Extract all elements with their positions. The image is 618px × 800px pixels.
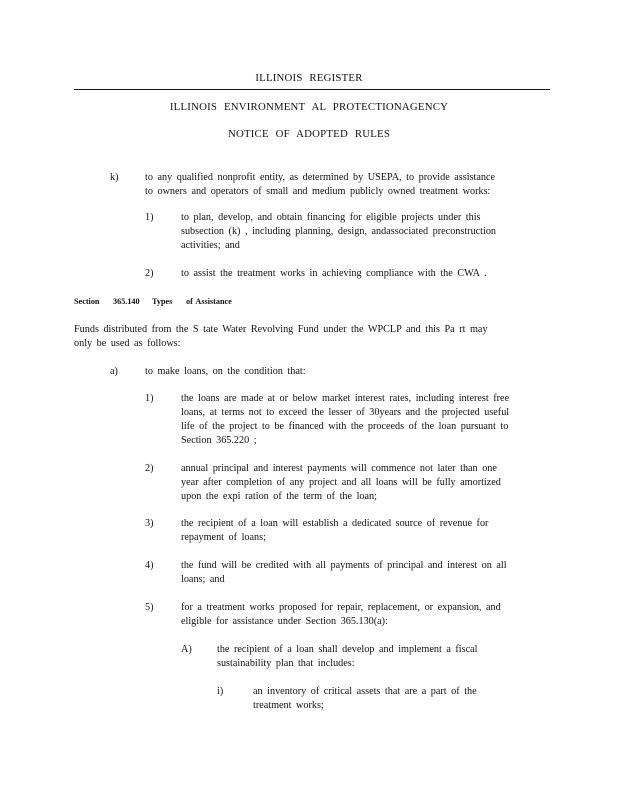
condition-1-line: the loans are made at or below market interest rates, including interest free xyxy=(181,393,510,404)
condition-3-line: repayment of loans; xyxy=(181,532,266,543)
sub-i-marker: i) xyxy=(217,686,224,697)
item-a-line: to make loans, on the condition that: xyxy=(145,366,306,377)
agency-title: ILLINOIS ENVIRONMENT AL PROTECTIONAGENCY xyxy=(169,101,449,113)
item-a-marker: a) xyxy=(110,366,118,377)
item-k1-line: subsection (k) , including planning, design, andassociated preconstruction xyxy=(181,226,497,237)
sub-a-line: sustainability plan that includes: xyxy=(217,658,355,669)
item-k-line: to any qualified nonprofit entity, as determined by USEPA, to provide assistance xyxy=(145,172,496,183)
section-id: 365.140 xyxy=(113,297,140,306)
item-k1-marker: 1) xyxy=(145,212,154,223)
sub-i-line: an inventory of critical assets that are a part of the xyxy=(253,686,477,697)
condition-2-line: year after completion of any project and all loans will be fully amortized xyxy=(181,477,501,488)
section-title-assistance: of Assistance xyxy=(186,297,232,306)
condition-2-line: annual principal and interest payments will commence not later than one xyxy=(181,463,497,474)
condition-1-marker: 1) xyxy=(145,393,154,404)
item-k-line: to owners and operators of small and medium publicly owned treatment works: xyxy=(145,186,491,197)
condition-2-marker: 2) xyxy=(145,463,154,474)
condition-4-line: the fund will be credited with all payments of principal and interest on all xyxy=(181,560,507,571)
item-k2-marker: 2) xyxy=(145,268,154,279)
sub-a-marker: A) xyxy=(181,644,192,655)
condition-5-line: for a treatment works proposed for repair, replacement, or expansion, and xyxy=(181,602,501,613)
intro-line: only be used as follows: xyxy=(74,338,181,349)
condition-3-line: the recipient of a loan will establish a dedicated source of revenue for xyxy=(181,518,489,529)
sub-i-line: treatment works; xyxy=(253,700,324,711)
condition-1-line: Section 365.220 ; xyxy=(181,435,257,446)
item-k2-line: to assist the treatment works in achieving compliance with the CWA . xyxy=(181,268,487,279)
condition-5-marker: 5) xyxy=(145,602,154,613)
item-k-marker: k) xyxy=(110,172,119,183)
header-rule xyxy=(74,89,550,90)
condition-4-marker: 4) xyxy=(145,560,154,571)
condition-5-line: eligible for assistance under Section 365.130(a): xyxy=(181,616,388,627)
condition-1-line: life of the project to be financed with the proceeds of the loan pursuant to xyxy=(181,421,509,432)
notice-title: NOTICE OF ADOPTED RULES xyxy=(227,128,391,140)
register-title: ILLINOIS REGISTER xyxy=(255,72,363,84)
condition-3-marker: 3) xyxy=(145,518,154,529)
item-k1-line: activities; and xyxy=(181,240,240,251)
condition-4-line: loans; and xyxy=(181,574,225,585)
section-label: Section xyxy=(74,297,100,306)
condition-1-line: loans, at terms not to exceed the lesser of 30years and the projected useful xyxy=(181,407,510,418)
sub-a-line: the recipient of a loan shall develop and implement a fiscal xyxy=(217,644,478,655)
section-title-type: Types xyxy=(152,297,173,306)
condition-2-line: upon the expi ration of the term of the loan; xyxy=(181,491,377,502)
item-k1-line: to plan, develop, and obtain financing for eligible projects under this xyxy=(181,212,481,223)
intro-line: Funds distributed from the S tate Water Revolving Fund under the WPCLP and this Pa rt may xyxy=(74,324,488,335)
